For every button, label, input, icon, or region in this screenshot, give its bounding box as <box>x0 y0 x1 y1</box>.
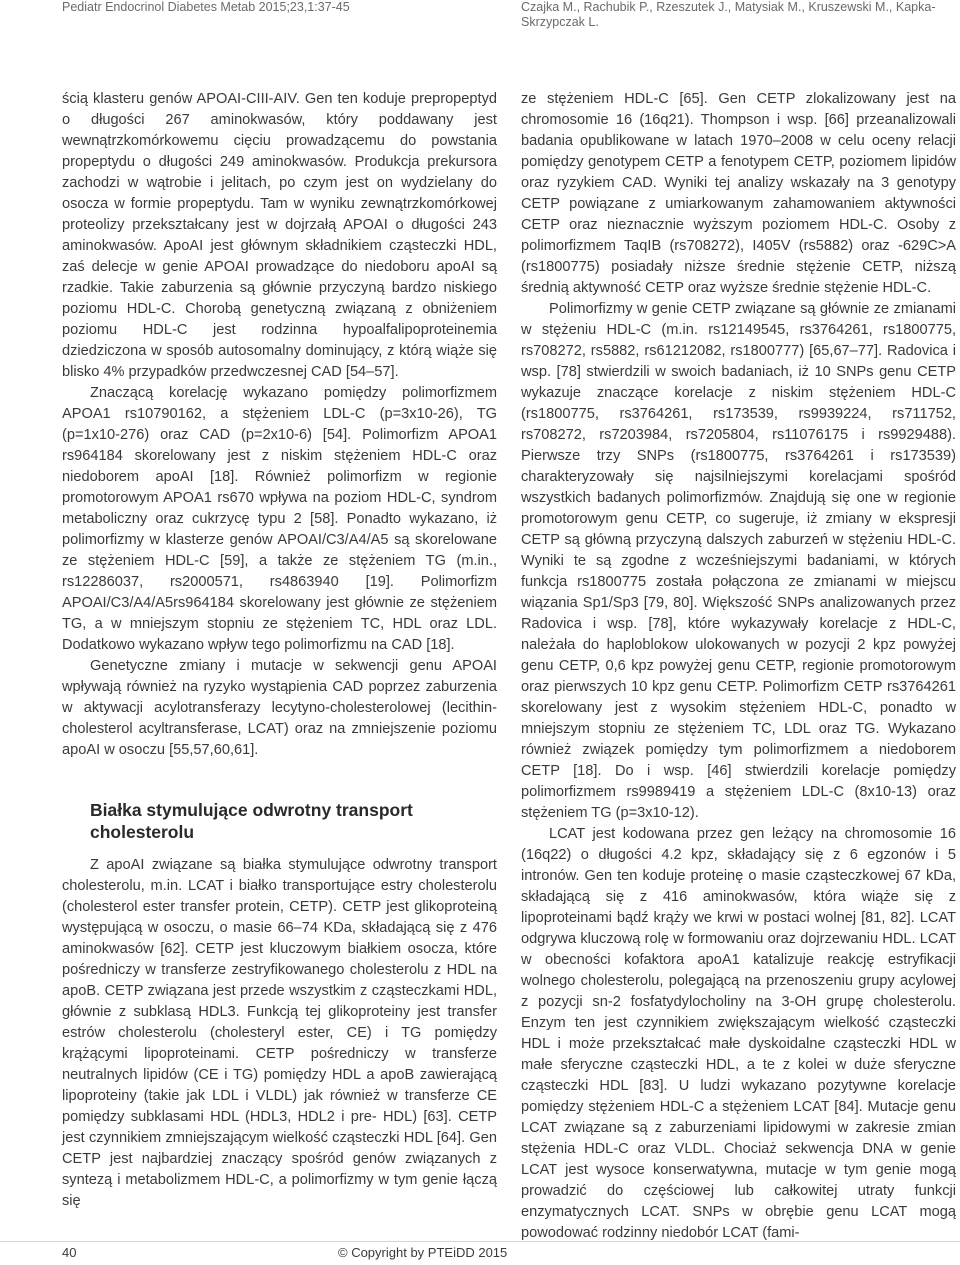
copyright-notice: © Copyright by PTEiDD 2015 <box>338 1245 508 1260</box>
paragraph: Z apoAI związane są białka stymulujące odwrotny transport cholesterolu, m.in. LCAT i białko transportujące estry cholesterolu (cholesterol ester transfer protein, CETP). CETP jest glikoproteiną występującą w osoczu, o masie 66–74 KDa, składającą się z 476 aminokwasów [62]. CETP jest kluczowym białkiem osocza, które pośredniczy w transferze zestryfikowanego cholesterolu z HDL na apoB. CETP związana jest przede wszystkim z cząsteczkami HDL, głównie z subklasą HDL3. Funkcją tej glikoproteiny jest transfer estrów cholesterolu (cholesteryl ester, CE) i TG pomiędzy krążącymi lipoproteinami. CETP pośredniczy w transferze neutralnych lipidów (CE i TG) pomiędzy HDL a apoB zawierającą lipoproteiny (takie jak LDL i VLDL) jak również w transferze CE pomiędzy subklasami HDL (HDL3, HDL2 i pre- HDL) [63]. CETP jest czynnikiem zmniejszającym wielkość cząsteczki HDL [64]. Gen CETP jest najbardziej znaczący spośród genów związanych z syntezą i metabolizmem HDL-C, a polimorfizmy w tym genie łączą się <box>62 857 497 1209</box>
left-column <box>62 89 497 1212</box>
author-list: Czajka M., Rachubik P., Rzeszutek J., Matysiak M., Kruszewski M., Kapka-Skrzypczak L. <box>521 0 936 29</box>
right-column <box>521 89 956 1244</box>
paragraph: LCAT jest kodowana przez gen leżący na chromosomie 16 (16q22) o długości 4.2 kpz, składający się z 6 egzonów i 5 intronów. Gen ten koduje proteinę o masie cząsteczkowej 67 kDa, składającą się z 416 aminokwasów, która wiąże się z lipoproteinami bądź krąży we krwi w postaci wolnej [81, 82]. LCAT odgrywa kluczową rolę w formowaniu oraz dojrzewaniu HDL. LCAT w obecności kofaktora apoA1 katalizuje reakcję estryfikacji wolnego cholesterolu, polegającą na przenoszeniu grupy acylowej z pozycji sn-2 fosfatydylocholiny na 3-OH grupę cholesterolu. Enzym ten jest czynnikiem zwiększającym wielkość cząsteczki HDL i może przekształcać małe dyskoidalne cząsteczki HDL w małe sferyczne cząsteczki HDL, a te z kolei w duże sferyczne cząsteczki HDL [83]. U ludzi wykazano pozytywne korelacje pomiędzy stężeniem HDL-C a stężeniem LCAT [84]. Mutacje genu LCAT związane są z zaburzeniami lipidowymi w zakresie zmian stężenia HDL-C oraz VLDL. Chociaż sekwencja DNA w genie LCAT jest wysoce konserwatywna, mutacje w tym genie mogą prowadzić do częściowej lub całkowitej utraty funkcji enzymatycznych LCAT. SNPs w obrębie genu LCAT mogą powodować rodzinny niedobór LCAT (fami- <box>521 826 956 1241</box>
journal-citation: Pediatr Endocrinol Diabetes Metab 2015;23,1:37-45 <box>62 0 350 14</box>
paragraph: Znaczącą korelację wykazano pomiędzy polimorfizmem APOA1 rs10790162, a stężeniem LDL-C (p=3x10-26), TG (p=1x10-276) oraz CAD (p=2x10-6) [54]. Polimorfizm APOA1 rs964184 skorelowany jest z niskim stężeniem HDL-C oraz niedoborem apoAI [18]. Również polimorfizm w regionie promotorowym APOA1 rs670 wpływa na poziom HDL-C, syndrom metaboliczny oraz cukrzycę typu 2 [58]. Ponadto wykazano, iż polimorfizmy w klasterze genów APOAI/C3/A4/A5 są skorelowane ze stężeniem HDL-C [59], a także ze stężeniem TG (m.in., rs12286037, rs2000571, rs4863940 [19]. Polimorfizm APOAI/C3/A4/A5rs964184 skorelowany jest głównie ze stężeniem TG, a w mniejszym stopniu ze stężeniem TC, HDL oraz LDL. Dodatkowo wykazano wpływ tego polimorfizmu na CAD [18]. <box>62 385 497 653</box>
section-heading: Białka stymulujące odwrotny transport cholesterolu <box>90 800 413 842</box>
page-header <box>0 0 960 38</box>
paragraph: ścią klasteru genów APOAI-CIII-AIV. Gen ten koduje prepropeptyd o długości 267 aminokwasów, który poddawany jest wewnątrzkomórkowemu cięciu prowadzącemu do powstania propeptydu o długości 249 aminokwasów. Produkcja prekursora zachodzi w wątrobie i jelitach, po czym jest on wydzielany do osocza w formie propeptydu. Tam w wyniku zewnątrzkomórkowej proteolizy przekształcany jest w dojrzałą APOAI o długości 243 aminokwasów. ApoAI jest głównym składnikiem cząsteczki HDL, zaś delecje w genie APOAI prowadzące do niedoboru apoAI są rzadkie. Takie zaburzenia są głównie przyczyną bardzo niskiego poziomu HDL-C. Chorobą genetyczną związaną z obniżeniem poziomu HDL-C jest rodzinna hypoalfalipoproteinemia dziedziczona w sposób autosomalny dominujący, z którą wiąże się blisko 4% przypadków przedwczesnej CAD [54–57]. <box>62 91 497 380</box>
paragraph: Genetyczne zmiany i mutacje w sekwencji genu APOAI wpływają również na ryzyko wystąpienia CAD poprzez zaburzenia w aktywacji acylotransferazy lecytyno-cholesterolowej (lecithin-cholesterol acyltransferase, LCAT) oraz na zmniejszenie poziomu apoAI w osoczu [55,57,60,61]. <box>62 658 497 758</box>
paragraph: ze stężeniem HDL-C [65]. Gen CETP zlokalizowany jest na chromosomie 16 (16q21). Thompson i wsp. [66] przeanalizowali badania opublikowane w latach 1970–2008 w celu oceny relacji pomiędzy genotypem CETP a fenotypem CETP, poziomem lipidów oraz ryzykiem CAD. Wyniki tej analizy wskazały na 3 genotypy CETP powiązane z umiarkowanym zahamowaniem aktywności CETP oraz nieznacznie wyższym poziomem HDL-C. Osoby z polimorfizmem TaqIB (rs708272), I405V (rs5882) oraz -629C>A (rs1800775) posiadały niższe średnie stężenie CETP, niższą średnią aktywność CETP oraz wyższe średnie stężenie HDL-C. <box>521 91 956 296</box>
paragraph: Polimorfizmy w genie CETP związane są głównie ze zmianami w stężeniu HDL-C (m.in. rs12149545, rs3764261, rs1800775, rs708272, rs5882, rs61212082, rs1800777) [65,67–77]. Radovica i wsp. [78] stwierdzili w swoich badaniach, iż 10 SNPs genu CETP wykazuje znaczące korelacje z niskim stężeniem HDL-C (rs1800775, rs3764261, rs173539, rs9939224, rs711752, rs708272, rs7203984, rs7205804, rs11076175 i rs9929488). Pierwsze trzy SNPs (rs1800775, rs3764261 i rs173539) charakteryzowały się najsilniejszymi korelacjami spośród wszystkich badanych polimorfizmów. Znajdują się one w regionie promotorowym genu CETP, co sugeruje, iż zmiany w ekspresji CETP są główną przyczyną dalszych zaburzeń w stężeniu HDL-C. Wyniki te są zgodne z wcześniejszymi badaniami, w których funkcja rs1800775 została połączona ze zmianami w miejscu wiązania Sp1/Sp3 [79, 80]. Większość SNPs analizowanych przez Radovica i wsp. [78], które wykazywały korelacje z HDL-C, należała do haploblokow ulokowanych w pozycji 2 kpz powyżej genu CETP, 0,6 kpz powyżej genu CETP, regionie promotorowym oraz pierwszych 10 kpz genu CETP. Polimorfizm CETP rs3764261 skorelowany jest z wysokim stężeniem HDL-C, ponadto w mniejszym stopniu ze stężeniem TC, LDL oraz TG. Wykazano również związek pomiędzy tym polimorfizmem a niedoborem CETP [18]. Do i wsp. [46] stwierdzili korelacje pomiędzy polimorfizmem rs9989419 a stężeniem LDL-C (8x10-13) oraz stężeniem TG (p=3x10-12). <box>521 301 956 821</box>
page-number: 40 <box>62 1245 77 1260</box>
footer-divider <box>0 1241 960 1242</box>
